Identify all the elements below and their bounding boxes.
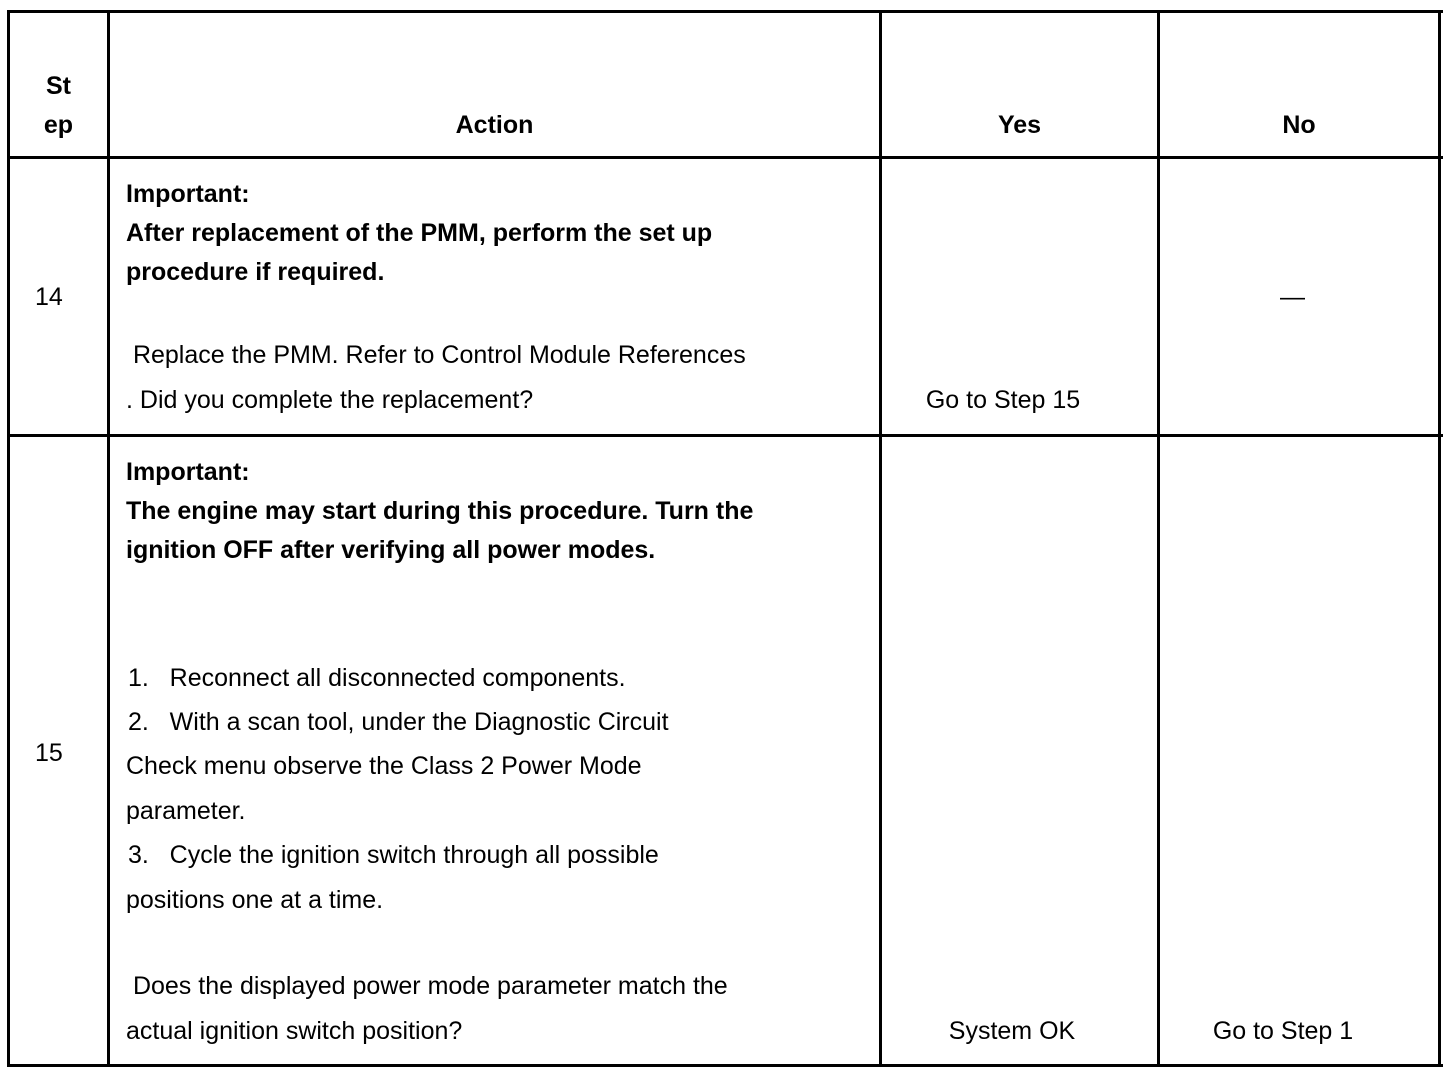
important-note-line: The engine may start during this procedure. Turn the bbox=[126, 497, 754, 525]
no-result: — bbox=[1280, 283, 1305, 311]
step-number: 14 bbox=[35, 283, 63, 311]
header-no: No bbox=[1282, 111, 1316, 139]
action-line: 1. Reconnect all disconnected components. bbox=[128, 664, 626, 692]
action-line: Replace the PMM. Refer to Control Module References bbox=[126, 341, 746, 369]
step-number: 15 bbox=[35, 739, 63, 767]
column-divider-yes bbox=[1157, 10, 1160, 1067]
header-step-line2: ep bbox=[43, 111, 74, 139]
action-line: 3. Cycle the ignition switch through all possible bbox=[128, 841, 659, 869]
no-result: Go to Step 1 bbox=[1212, 1017, 1354, 1045]
important-note-line: After replacement of the PMM, perform the set up bbox=[126, 219, 713, 247]
action-line: parameter. bbox=[126, 797, 246, 825]
action-line: 2. With a scan tool, under the Diagnostic Circuit bbox=[128, 708, 669, 736]
header-divider bbox=[7, 156, 1443, 159]
yes-result: System OK bbox=[948, 1017, 1076, 1045]
action-line: actual ignition switch position? bbox=[126, 1017, 463, 1045]
action-line: . Did you complete the replacement? bbox=[126, 386, 534, 414]
header-yes: Yes bbox=[997, 111, 1042, 139]
row-divider bbox=[7, 434, 1443, 437]
table-border-left bbox=[7, 10, 10, 1067]
yes-result: Go to Step 15 bbox=[925, 386, 1081, 414]
column-divider-action bbox=[879, 10, 882, 1067]
column-divider-step bbox=[107, 10, 110, 1067]
action-line: positions one at a time. bbox=[126, 886, 384, 914]
important-label: Important: bbox=[126, 458, 250, 486]
important-note-line: procedure if required. bbox=[126, 258, 385, 286]
important-note-line: ignition OFF after verifying all power modes. bbox=[126, 536, 656, 564]
table-border-bottom bbox=[7, 1064, 1443, 1067]
header-step-line1: St bbox=[46, 72, 71, 100]
header-action: Action bbox=[455, 111, 534, 139]
table-border-right bbox=[1438, 10, 1441, 1067]
table-border-top bbox=[7, 10, 1443, 13]
important-label: Important: bbox=[126, 180, 250, 208]
action-line: Check menu observe the Class 2 Power Mode bbox=[126, 752, 642, 780]
action-line: Does the displayed power mode parameter match the bbox=[126, 972, 728, 1000]
